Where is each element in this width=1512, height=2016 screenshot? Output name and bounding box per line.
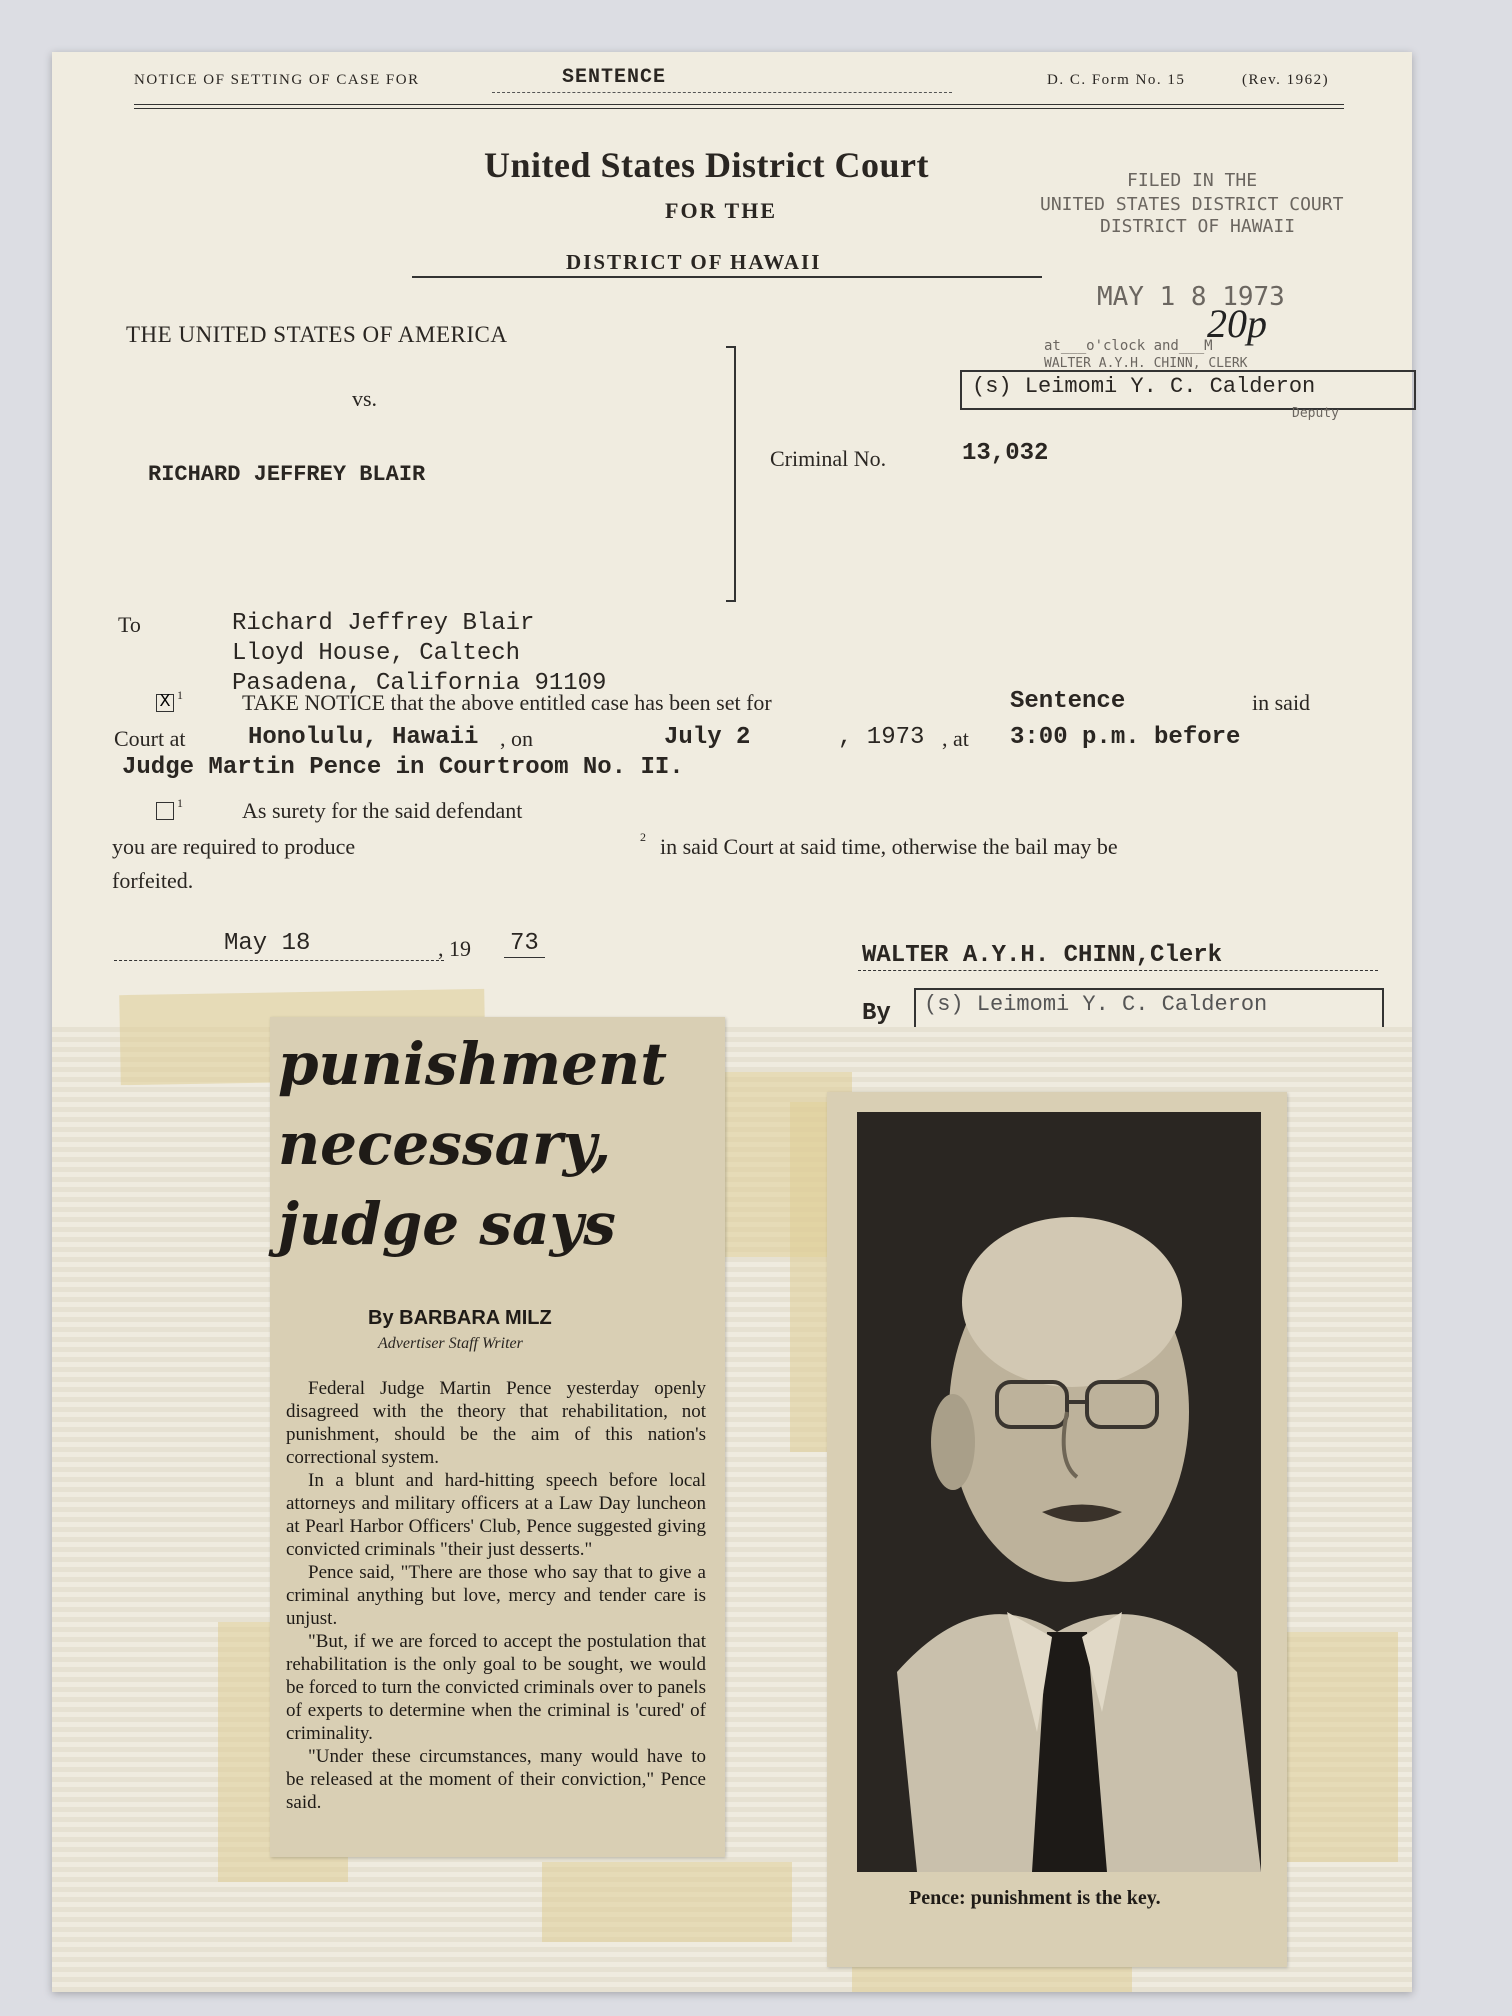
photo-caption: Pence: punishment is the key. [909,1887,1161,1909]
header-rule [134,104,1344,105]
clerk-signature: (s) Leimomi Y. C. Calderon [924,992,1268,1017]
stamp-signature: (s) Leimomi Y. C. Calderon [972,374,1316,399]
article-byline-role: Advertiser Staff Writer [378,1335,523,1352]
forfeited-text: forfeited. [112,868,194,893]
surety-checkbox [156,802,174,820]
plaintiff: THE UNITED STATES OF AMERICA [126,322,508,347]
to-label: To [118,612,141,637]
addressee-address1: Lloyd House, Caltech [232,640,521,667]
handwritten-time: 20p [1207,301,1267,346]
stamp-clerk: WALTER A.Y.H. CHINN, CLERK [1044,356,1248,371]
form-revision: (Rev. 1962) [1242,72,1330,88]
notice-type-line [492,92,952,93]
bracket-bottom [726,600,736,602]
bracket-top [726,346,736,348]
document-paper [52,52,1412,1992]
portrait-illustration [857,1112,1261,1872]
by-label: By [862,1000,891,1027]
hearing-time: 3:00 p.m. before [1010,724,1241,751]
article-paragraph: "But, if we are forced to accept the postulation that rehabilitation is the only goal to be sought, we would be forced to turn the convicted criminals over to panels of experts to determine when the criminal is 'cured' of criminality. [286,1631,706,1744]
in-said-text: in said [1252,690,1311,715]
checkbox1-sup: 1 [177,688,183,702]
addressee-address2: Pasadena, California 91109 [232,670,607,697]
judge-courtroom: Judge Martin Pence in Courtroom No. II. [122,754,684,781]
stamp-time-line: at___o'clock and___M [1044,338,1213,354]
surety-text: As surety for the said defendant [242,798,523,823]
notice-prefix: NOTICE OF SETTING OF CASE FOR [134,72,420,88]
headline-line-1: punishment [278,1030,667,1098]
sentence-checkbox: X [156,694,174,712]
checkbox2-sup: 1 [177,796,183,810]
produce-text: you are required to produce [112,834,356,859]
in-court-text: in said Court at said time, otherwise the bail may be [660,834,1118,859]
article-body [286,1377,706,1814]
court-title: United States District Court [484,145,929,185]
court-at-text: Court at [114,726,186,751]
take-notice-text: TAKE NOTICE that the above entitled case has been set for [242,690,772,715]
hearing-date: July 2 [664,724,751,751]
versus: vs. [352,386,378,411]
article-paragraph: Pence said, "There are those who say that to give a criminal anything but love, mercy and tender care is unjust. [286,1562,706,1629]
signed-century: , 19 [438,936,471,961]
criminal-no: 13,032 [962,440,1049,467]
headline-line-3: judge says [278,1190,616,1258]
article-byline: By BARBARA MILZ [368,1307,552,1329]
on-text: , on [500,726,533,751]
notice-type: SENTENCE [562,66,667,89]
for-the-label: FOR THE [665,198,778,223]
newspaper-article-clipping [270,1017,725,1857]
newspaper-photo-clipping [827,1092,1287,1967]
addressee-name: Richard Jeffrey Blair [232,610,535,637]
article-paragraph: Federal Judge Martin Pence yesterday openly disagreed with the theory that rehabilitation, not punishment, should be the aim of this nation's correctional system. [286,1378,706,1468]
date-line [114,960,444,961]
stamp-date: MAY 1 8 1973 [1097,282,1285,312]
caption-bracket [734,348,736,602]
clerk-line [858,970,1378,971]
sup2: 2 [640,830,646,844]
stamp-filed: FILED IN THE [1127,170,1258,191]
defendant: RICHARD JEFFREY BLAIR [148,462,426,487]
signed-date: May 18 [224,930,311,957]
district-name: DISTRICT OF HAWAII [566,250,822,274]
stamp-court: UNITED STATES DISTRICT COURT [1040,194,1344,215]
judge-portrait-photo [857,1112,1261,1872]
clerk-name: WALTER A.Y.H. CHINN,Clerk [862,942,1223,969]
court-notice-form [52,52,1412,1067]
court-city: Honolulu, Hawaii [248,724,479,751]
set-for-value: Sentence [1010,688,1126,715]
stamp-district: DISTRICT OF HAWAII [1100,216,1296,237]
hearing-year: , 1973 [838,724,925,751]
header-rule-2 [134,108,1344,109]
form-number: D. C. Form No. 15 [1047,72,1186,88]
stamp-deputy: Deputy [1292,406,1339,421]
tape-strip [542,1862,792,1942]
article-paragraph: "Under these circumstances, many would have to be released at the moment of their conviction," Pence said. [286,1746,706,1813]
signed-year: 73 [504,930,545,958]
at-text: , at [942,726,969,751]
district-underline [412,276,1042,278]
headline-line-2: necessary, [278,1110,612,1178]
article-paragraph: In a blunt and hard-hitting speech before local attorneys and military officers at a Law Day luncheon at Pearl Harbor Officers' Club, Pence suggested giving convicted criminals "their just desserts." [286,1470,706,1560]
criminal-no-label: Criminal No. [770,446,887,471]
